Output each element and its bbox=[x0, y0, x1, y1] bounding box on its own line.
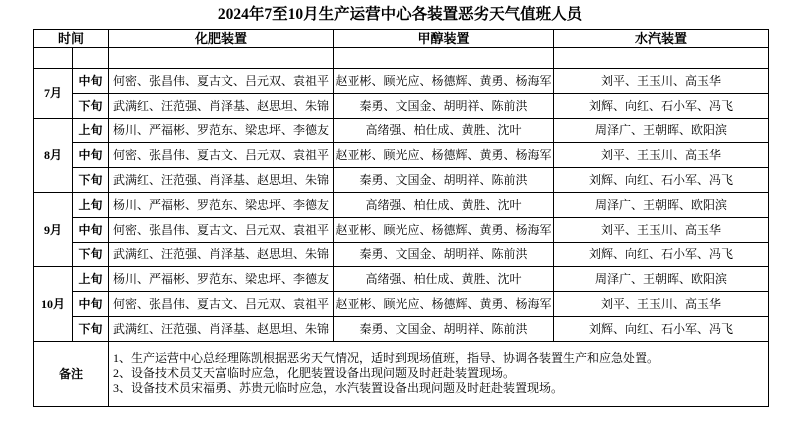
table-row bbox=[34, 267, 769, 292]
fertilizer-unit-staff: 何密、张昌伟、夏古文、吕元双、袁祖平 bbox=[109, 69, 334, 94]
steam-unit-staff: 刘辉、向红、石小军、冯飞 bbox=[554, 316, 769, 341]
period-label: 上旬 bbox=[73, 192, 109, 217]
period-label: 下旬 bbox=[73, 93, 109, 118]
fertilizer-unit-staff: 武满红、汪范强、肖泽基、赵思坦、朱锦 bbox=[109, 93, 334, 118]
table-row bbox=[34, 143, 769, 168]
fertilizer-unit-staff: 杨川、严福彬、罗范东、梁忠坪、李德友 bbox=[109, 192, 334, 217]
table-row bbox=[34, 192, 769, 217]
header-fertilizer-unit: 化肥装置 bbox=[109, 30, 334, 48]
notes-content bbox=[109, 341, 769, 406]
methanol-unit-staff: 赵亚彬、顾光应、杨德辉、黄勇、杨海军 bbox=[334, 69, 554, 94]
note-line: 1、生产运营中心总经理陈凯根据恶劣天气情况，适时到现场值班，指导、协调各装置生产和应急处置。 bbox=[113, 351, 660, 366]
month-label: 10月 bbox=[34, 267, 73, 341]
steam-unit-staff: 刘平、王玉川、高玉华 bbox=[554, 217, 769, 242]
steam-unit-staff: 周泽广、王朝晖、欧阳滨 bbox=[554, 118, 769, 143]
table-row bbox=[34, 217, 769, 242]
period-label: 中旬 bbox=[73, 69, 109, 94]
fertilizer-unit-staff: 杨川、严福彬、罗范东、梁忠坪、李德友 bbox=[109, 267, 334, 292]
methanol-unit-staff: 赵亚彬、顾光应、杨德辉、黄勇、杨海军 bbox=[334, 143, 554, 168]
methanol-unit-staff: 秦勇、文国金、胡明祥、陈前洪 bbox=[334, 242, 554, 267]
methanol-unit-staff: 赵亚彬、顾光应、杨德辉、黄勇、杨海军 bbox=[334, 292, 554, 317]
steam-unit-staff: 周泽广、王朝晖、欧阳滨 bbox=[554, 192, 769, 217]
steam-unit-staff: 刘辉、向红、石小军、冯飞 bbox=[554, 168, 769, 193]
blank-cell bbox=[554, 48, 769, 69]
methanol-unit-staff: 秦勇、文国金、胡明祥、陈前洪 bbox=[334, 168, 554, 193]
note-line: 3、设备技术员宋福勇、苏贵元临时应急，水汽装置设备出现问题及时赶赴装置现场。 bbox=[113, 381, 564, 396]
month-label: 9月 bbox=[34, 192, 73, 266]
methanol-unit-staff: 高绪强、柏仕成、黄胜、沈叶 bbox=[334, 267, 554, 292]
notes-row bbox=[34, 341, 769, 406]
header-methanol-unit: 甲醇装置 bbox=[334, 30, 554, 48]
fertilizer-unit-staff: 武满红、汪范强、肖泽基、赵思坦、朱锦 bbox=[109, 316, 334, 341]
fertilizer-unit-staff: 武满红、汪范强、肖泽基、赵思坦、朱锦 bbox=[109, 168, 334, 193]
duty-roster-table bbox=[33, 29, 769, 407]
header-row bbox=[34, 30, 769, 48]
methanol-unit-staff: 高绪强、柏仕成、黄胜、沈叶 bbox=[334, 192, 554, 217]
table-row bbox=[34, 168, 769, 193]
month-label: 7月 bbox=[34, 69, 73, 119]
methanol-unit-staff: 秦勇、文国金、胡明祥、陈前洪 bbox=[334, 316, 554, 341]
methanol-unit-staff: 高绪强、柏仕成、黄胜、沈叶 bbox=[334, 118, 554, 143]
table-row bbox=[34, 93, 769, 118]
page-title: 2024年7至10月生产运营中心各装置恶劣天气值班人员 bbox=[217, 6, 583, 23]
steam-unit-staff: 刘平、王玉川、高玉华 bbox=[554, 292, 769, 317]
steam-unit-staff: 刘平、王玉川、高玉华 bbox=[554, 143, 769, 168]
table-row bbox=[34, 242, 769, 267]
table-body bbox=[34, 48, 769, 407]
steam-unit-staff: 周泽广、王朝晖、欧阳滨 bbox=[554, 267, 769, 292]
period-label: 中旬 bbox=[73, 292, 109, 317]
note-line: 2、设备技术员艾天富临时应急，化肥装置设备出现问题及时赶赴装置现场。 bbox=[113, 366, 516, 381]
header-steam-unit: 水汽装置 bbox=[554, 30, 769, 48]
header-time: 时间 bbox=[34, 30, 109, 48]
period-label: 中旬 bbox=[73, 217, 109, 242]
fertilizer-unit-staff: 武满红、汪范强、肖泽基、赵思坦、朱锦 bbox=[109, 242, 334, 267]
period-label: 下旬 bbox=[73, 242, 109, 267]
table-row bbox=[34, 316, 769, 341]
methanol-unit-staff: 赵亚彬、顾光应、杨德辉、黄勇、杨海军 bbox=[334, 217, 554, 242]
fertilizer-unit-staff: 杨川、严福彬、罗范东、梁忠坪、李德友 bbox=[109, 118, 334, 143]
month-label: 8月 bbox=[34, 118, 73, 192]
table-row bbox=[34, 118, 769, 143]
table-row bbox=[34, 292, 769, 317]
fertilizer-unit-staff: 何密、张昌伟、夏古文、吕元双、袁祖平 bbox=[109, 217, 334, 242]
steam-unit-staff: 刘辉、向红、石小军、冯飞 bbox=[554, 93, 769, 118]
table-header bbox=[34, 30, 769, 48]
period-label: 下旬 bbox=[73, 316, 109, 341]
notes-label: 备注 bbox=[34, 341, 109, 406]
period-label: 上旬 bbox=[73, 118, 109, 143]
steam-unit-staff: 刘平、王玉川、高玉华 bbox=[554, 69, 769, 94]
table-row bbox=[34, 69, 769, 94]
blank-cell bbox=[109, 48, 334, 69]
methanol-unit-staff: 秦勇、文国金、胡明祥、陈前洪 bbox=[334, 93, 554, 118]
fertilizer-unit-staff: 何密、张昌伟、夏古文、吕元双、袁祖平 bbox=[109, 292, 334, 317]
period-label: 下旬 bbox=[73, 168, 109, 193]
period-label: 上旬 bbox=[73, 267, 109, 292]
fertilizer-unit-staff: 何密、张昌伟、夏古文、吕元双、袁祖平 bbox=[109, 143, 334, 168]
blank-row bbox=[34, 48, 769, 69]
blank-cell bbox=[73, 48, 109, 69]
blank-cell bbox=[34, 48, 73, 69]
blank-cell bbox=[334, 48, 554, 69]
steam-unit-staff: 刘辉、向红、石小军、冯飞 bbox=[554, 242, 769, 267]
period-label: 中旬 bbox=[73, 143, 109, 168]
